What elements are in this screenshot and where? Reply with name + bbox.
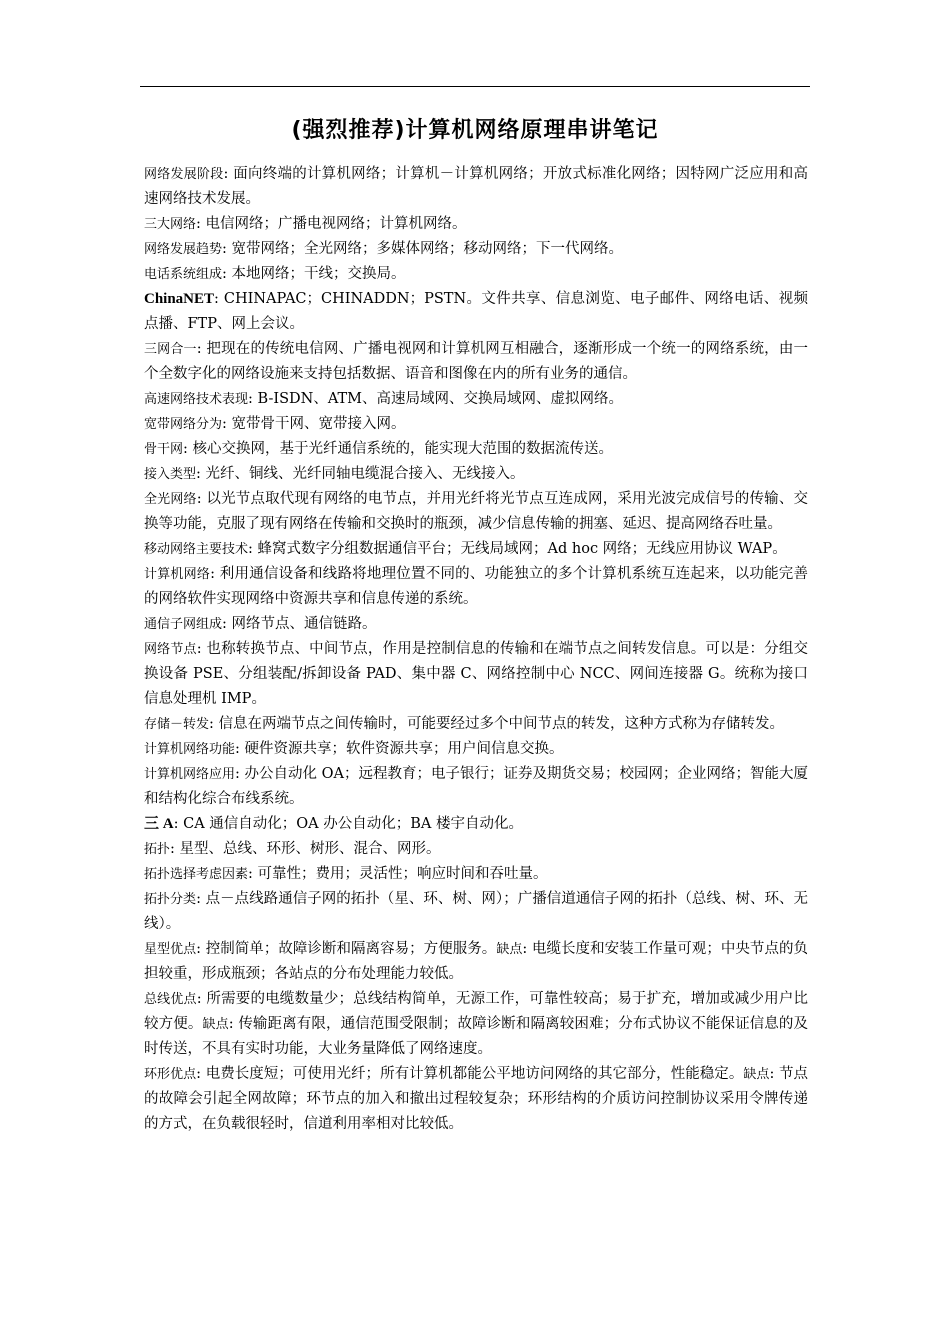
term-label: 星型优点 bbox=[144, 942, 197, 957]
note-paragraph bbox=[144, 862, 808, 887]
term-separator: : bbox=[222, 266, 227, 282]
term-separator: : bbox=[522, 941, 528, 957]
term-label: 存储－转发 bbox=[144, 717, 210, 732]
term-label: 计算机网络功能 bbox=[144, 742, 236, 757]
definition-text: 所需要的电缆数量少；总线结构简单，无源工作，可靠性较高；易于扩充，增加或减少用户比较方便。 bbox=[144, 991, 808, 1032]
term-separator: : bbox=[228, 1016, 234, 1032]
term-separator: : bbox=[248, 391, 253, 407]
note-paragraph bbox=[144, 562, 808, 612]
definition-text: 传输距离有限，通信范围受限制；故障诊断和隔离较困难；分布式协议不能保证信息的及时传送，不具有实时功能，大业务量降低了网络速度。 bbox=[144, 1016, 809, 1057]
definition-text: 星型、总线、环形、树形、混合、网形。 bbox=[179, 841, 441, 857]
term-separator: : bbox=[170, 841, 175, 857]
term-separator: : bbox=[210, 566, 215, 582]
header-rule bbox=[140, 86, 810, 87]
definition-text: 利用通信设备和线路将地理位置不同的、功能独立的多个计算机系统互连起来，以功能完善的网络软件实现网络中资源共享和信息传递的系统。 bbox=[144, 566, 808, 607]
definition-text: 也称转换节点、中间节点，作用是控制信息的传输和在端节点之间转发信息。可以是：分组交换设备 PSE、分组装配/拆卸设备 PAD、集中器 C、网络控制中心 NCC、网间连接器 G。统称为接口信息处理机 IMP。 bbox=[144, 641, 808, 707]
definition-text: 本地网络；干线；交换局。 bbox=[231, 266, 406, 282]
term-label: 网络发展阶段 bbox=[144, 167, 224, 182]
definition-text: 宽带骨干网、宽带接入网。 bbox=[231, 416, 406, 432]
term-label: 计算机网络 bbox=[144, 567, 211, 582]
term-separator: : bbox=[222, 416, 227, 432]
note-paragraph bbox=[144, 987, 808, 1062]
note-paragraph bbox=[144, 437, 808, 462]
note-paragraph bbox=[144, 612, 808, 637]
note-paragraph bbox=[144, 412, 808, 437]
term-separator: : bbox=[235, 741, 240, 757]
term-label: 缺点 bbox=[743, 1067, 770, 1082]
term-label: 通信子网组成 bbox=[144, 617, 223, 632]
term-separator: : bbox=[222, 241, 227, 257]
term-label: 环形优点 bbox=[144, 1067, 197, 1082]
definition-text: 节点的故障会引起全网故障；环节点的加入和撤出过程较复杂；环形结构的介质访问控制协议采用令牌传递的方式，在负载很轻时，信道利用率相对比较低。 bbox=[144, 1066, 809, 1132]
term-label: 网络发展趋势 bbox=[144, 242, 223, 257]
term-label: 缺点 bbox=[202, 1017, 229, 1032]
note-paragraph bbox=[144, 537, 808, 562]
definition-text: CHINAPAC；CHINADDN；PSTN。文件共享、信息浏览、电子邮件、网络电话、视频点播、FTP、网上会议。 bbox=[144, 291, 809, 332]
definition-text: 可靠性；费用；灵活性；响应时间和吞吐量。 bbox=[257, 866, 548, 882]
term-separator: : bbox=[248, 541, 253, 557]
definition-text: 电费长度短；可使用光纤；所有计算机都能公平地访问网络的其它部分，性能稳定。 bbox=[205, 1066, 744, 1082]
definition-text: 网络节点、通信链路。 bbox=[231, 616, 377, 632]
term-label: 拓扑分类 bbox=[144, 892, 197, 907]
term-label: 骨干网 bbox=[144, 442, 184, 457]
definition-text: 硬件资源共享；软件资源共享；用户间信息交换。 bbox=[244, 741, 564, 757]
term-label: 计算机网络应用 bbox=[144, 767, 236, 782]
term-label: 移动网络主要技术 bbox=[144, 542, 249, 557]
definition-text: B-ISDN、ATM、高速局域网、交换局域网、虚拟网络。 bbox=[257, 391, 624, 407]
definition-text: 电缆长度和安装工作量可观；中央节点的负担较重，形成瓶颈；各站点的分布处理能力较低。 bbox=[144, 941, 809, 982]
note-paragraph bbox=[144, 287, 808, 337]
term-separator: : bbox=[222, 616, 227, 632]
term-label: ChinaNET bbox=[144, 291, 215, 307]
note-paragraph bbox=[144, 237, 808, 262]
definition-text: 以光节点取代现有网络的电节点，并用光纤将光节点互连成网，采用光波完成信号的传输、交换等功能，克服了现有网络在传输和交换时的瓶颈，减少信息传输的拥塞、延迟、提高网络吞吐量。 bbox=[144, 491, 808, 532]
note-paragraph bbox=[144, 762, 808, 812]
term-label: 宽带网络分为 bbox=[144, 417, 223, 432]
term-label: 三大网络 bbox=[144, 217, 197, 232]
note-paragraph bbox=[144, 337, 808, 387]
note-paragraph bbox=[144, 262, 808, 287]
term-separator: : bbox=[235, 766, 240, 782]
document-title: (强烈推荐)计算机网络原理串讲笔记 bbox=[291, 118, 659, 143]
note-paragraph bbox=[144, 487, 808, 537]
term-separator: : bbox=[214, 291, 219, 307]
definition-text: 控制简单；故障诊断和隔离容易；方便服务。 bbox=[205, 941, 497, 957]
term-separator: : bbox=[248, 866, 253, 882]
note-paragraph bbox=[144, 837, 808, 862]
document-body bbox=[144, 162, 808, 1137]
definition-text: 电信网络；广播电视网络；计算机网络。 bbox=[205, 216, 467, 232]
note-paragraph bbox=[144, 712, 808, 737]
note-paragraph bbox=[144, 887, 808, 937]
term-separator: : bbox=[196, 491, 202, 507]
term-separator: : bbox=[196, 466, 201, 482]
term-separator: : bbox=[196, 891, 201, 907]
term-separator: : bbox=[209, 716, 214, 732]
term-label: 高速网络技术表现 bbox=[144, 392, 249, 407]
term-separator: : bbox=[183, 441, 188, 457]
term-separator: : bbox=[196, 341, 202, 357]
note-paragraph bbox=[144, 737, 808, 762]
term-label: 拓扑选择考虑因素 bbox=[144, 867, 249, 882]
term-label: 全光网络 bbox=[144, 492, 197, 507]
definition-text: 办公自动化 OA；远程教育；电子银行；证券及期货交易；校园网；企业网络；智能大厦和结构化综合布线系统。 bbox=[144, 766, 809, 807]
definition-text: 点－点线路通信子网的拓扑（星、环、树、网）；广播信道通信子网的拓扑（总线、树、环、无线）。 bbox=[144, 891, 809, 932]
term-separator: : bbox=[196, 941, 202, 957]
definition-text: 蜂窝式数字分组数据通信平台；无线局域网；Ad hoc 网络；无线应用协议 WAP。 bbox=[257, 541, 787, 557]
term-label: 缺点 bbox=[496, 942, 523, 957]
note-paragraph bbox=[144, 1062, 808, 1137]
term-separator: : bbox=[196, 641, 202, 657]
term-separator: : bbox=[196, 216, 201, 232]
term-separator: : bbox=[769, 1066, 775, 1082]
term-label: 三 A bbox=[144, 816, 174, 832]
term-label: 电话系统组成 bbox=[144, 267, 223, 282]
note-paragraph bbox=[144, 162, 808, 212]
term-label: 三网合一 bbox=[144, 342, 197, 357]
term-label: 总线优点 bbox=[144, 992, 197, 1007]
definition-text: 面向终端的计算机网络；计算机－计算机网络；开放式标准化网络；因特网广泛应用和高速网络技术发展。 bbox=[144, 166, 808, 207]
definition-text: 信息在两端节点之间传输时，可能要经过多个中间节点的转发，这种方式称为存储转发。 bbox=[218, 716, 785, 732]
definition-text: 把现在的传统电信网、广播电视网和计算机网互相融合，逐渐形成一个统一的网络系统，由一个全数字化的网络设施来支持包括数据、语音和图像在内的所有业务的通信。 bbox=[144, 341, 808, 382]
definition-text: 宽带网络；全光网络；多媒体网络；移动网络；下一代网络。 bbox=[231, 241, 624, 257]
term-label: 网络节点 bbox=[144, 642, 197, 657]
term-label: 接入类型 bbox=[144, 467, 197, 482]
note-paragraph bbox=[144, 937, 808, 987]
note-paragraph bbox=[144, 812, 808, 837]
term-separator: : bbox=[196, 1066, 202, 1082]
definition-text: 核心交换网，基于光纤通信系统的，能实现大范围的数据流传送。 bbox=[192, 441, 614, 457]
note-paragraph bbox=[144, 212, 808, 237]
note-paragraph bbox=[144, 462, 808, 487]
definition-text: CA 通信自动化；OA 办公自动化；BA 楼宇自动化。 bbox=[183, 816, 523, 832]
note-paragraph bbox=[144, 637, 808, 712]
term-separator: : bbox=[173, 816, 179, 832]
term-separator: : bbox=[196, 991, 202, 1007]
definition-text: 光纤、铜线、光纤同轴电缆混合接入、无线接入。 bbox=[205, 466, 525, 482]
term-label: 拓扑 bbox=[144, 842, 171, 857]
note-paragraph bbox=[144, 387, 808, 412]
term-separator: : bbox=[223, 166, 229, 182]
